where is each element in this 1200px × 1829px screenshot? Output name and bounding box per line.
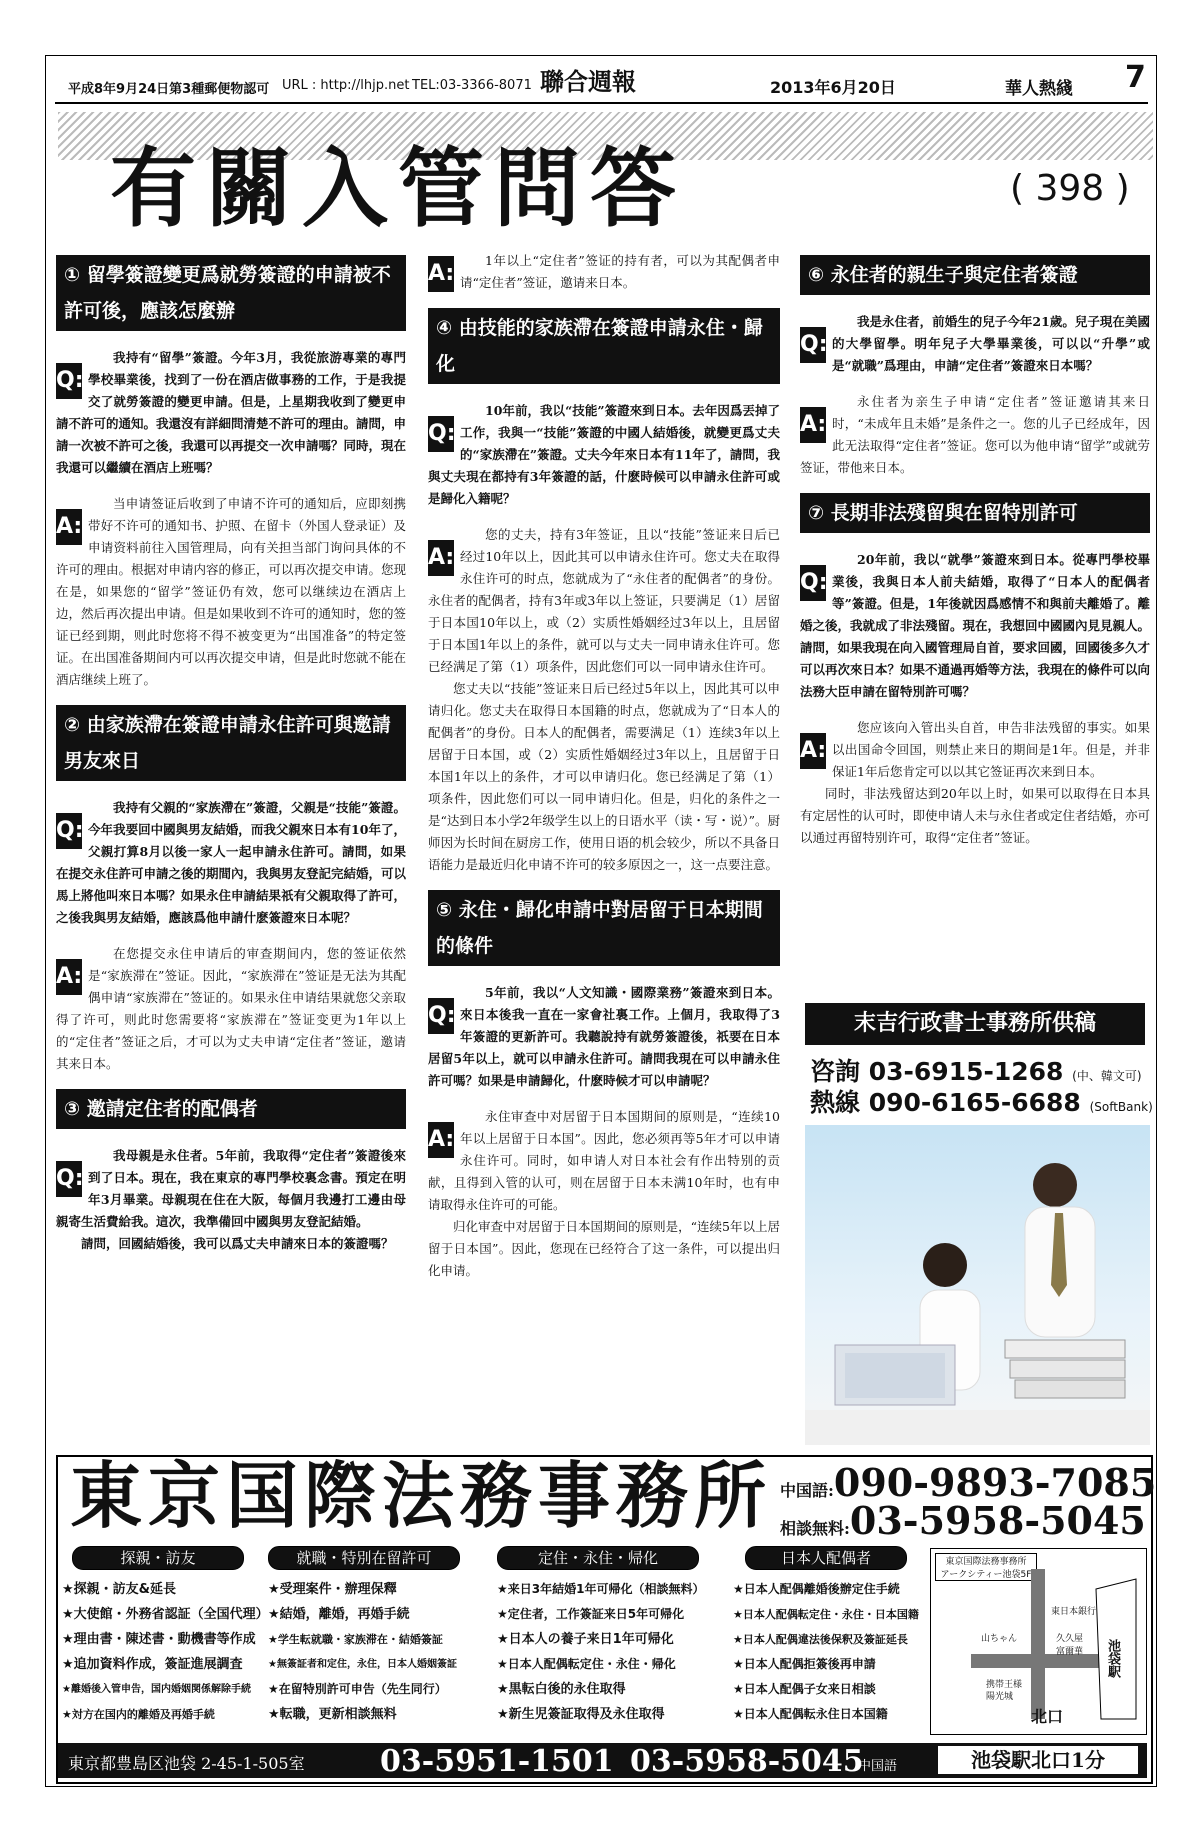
ad-foot-cn: 中国語 xyxy=(858,1759,898,1774)
office-photo xyxy=(805,1125,1150,1445)
list-item: ★日本人の養子来日1年可帰化 xyxy=(497,1632,674,1647)
map-label: 北口 xyxy=(1031,1707,1064,1726)
ad-foot-phone-2: 03-5958-5045 xyxy=(630,1744,864,1779)
list-item: ★日本人配偶転定住・永住・帰化 xyxy=(497,1657,676,1671)
issue-number: ( 398 ) xyxy=(1010,168,1130,209)
list-item: ★定住者，工作簽証来日5年可帰化 xyxy=(497,1607,685,1621)
a-mark-icon: A: xyxy=(800,733,826,769)
list-item: ★大使館・外務省認証（全国代理） xyxy=(62,1607,269,1622)
a-mark-icon: A: xyxy=(800,407,826,443)
column-3 xyxy=(800,255,1150,863)
list-item: ★日本人配偶子女来日相談 xyxy=(733,1682,876,1696)
list-item: ★受理案件・辦理保釋 xyxy=(268,1582,397,1597)
question-6: Q: 我是永住者，前婚生的兒子今年21歲。兒子現在美國的大學留學。明年兒子大學畢業後，可以以“升學”或是“就職”爲理由，申請“定住者”簽證來日本嗎？ xyxy=(800,314,1150,373)
section-name: 華人熱綫 xyxy=(1005,79,1073,99)
q-mark-icon: Q: xyxy=(56,363,82,399)
map-label: 山ちゃん xyxy=(981,1634,1018,1644)
list-item: ★黒転白後的永住取得 xyxy=(497,1682,626,1697)
question-7: Q: 20年前，我以“就學”簽證來到日本。從專門學校畢業後，我與日本人前夫結婚，取得了“日本人的配偶者等”簽證。但是，1年後就因爲感情不和與前夫離婚了。離婚之後，我就成了非法殘留。現在，我想回中國國內見見親人。請問，如果我現在向入國管理局自首，要求回國，回國後多久才可以再次來日本？如果不通過再婚等方法，我現在的條件可以向法務大臣申請在留特別許可嗎？ xyxy=(800,552,1151,699)
q-mark-icon: Q: xyxy=(800,565,826,601)
location-map xyxy=(930,1548,1147,1735)
ad-footer xyxy=(58,1743,1147,1778)
section-2-head: ② 由家族滯在簽證申請永住許可與邀請男友來日 xyxy=(56,705,406,781)
issue-date: 2013年6月20日 xyxy=(770,78,896,97)
hotline-phone: 熱線 090-6165-6688 (SoftBank) xyxy=(810,1088,1153,1117)
list-item: ★学生転就職・家族滞在・結婚簽証 xyxy=(268,1633,443,1646)
map-label: 東日本銀行 xyxy=(1051,1607,1097,1617)
map-label: 久久屋 xyxy=(1056,1634,1084,1644)
office-name: 末吉行政書士事務所供稿 xyxy=(805,1003,1145,1045)
answer-7: A: 您应该向入管出头自首，申告非法残留的事实。如果以出国命令回国，则禁止来日的期间是1年。但是，并非保证1年后您肯定可以以其它签证再次来到日本。 同时，非法残留达到20年以上时，如果可以取得在日本具有定居性的认可时，即使申请人未与永住者或定住者结婚，亦可以通过再留特别许可，取得“定住者”签证。 xyxy=(800,720,1151,845)
list-item: ★転職，更新相談無料 xyxy=(268,1707,397,1722)
column-2 xyxy=(428,255,780,1296)
answer-4: A: 您的丈夫，持有3年签证，且以“技能”签证来日后已经过10年以上，因此其可以申请永住许可。您丈夫在取得永住许可的时点，您就成为了“永住者的配偶者”的身份。永住者的配偶者，持有3年或3年以上签证，只要满足（1）居留于日本国10年以上，或（2）实质性婚姻经过3年以上，且居留于日本国1年以上的条件，就可以与丈夫一同申请永住许可。您已经满足了第（1）项条件，因此您们可以一同申请永住许可。 您丈夫以“技能”签证来日后已经过5年以上，因此其可以申请归化。您丈夫在取得日本国籍的时点，您就成为了“日本人的配偶者”的身份。日本人的配偶者，需要满足（1）连续3年以上居留于日本国，或（2）实质性婚姻经过3年以上，且居留于日本国1年以上的条件，才可以申请归化。您已经满足了第（1）项条件，因此您们可以一同申请归化。但是，归化的条件之一是“达到日本小学2年级学生以上的日语水平（读・写・说）”。厨师因为长时间在厨房工作，使用日语的机会较少，所以不具备日语能力是最近归化申请不许可的较多原因之一，这一点要注意。 xyxy=(428,527,780,872)
map-label: 携帯王様 xyxy=(986,1680,1023,1690)
q-mark-icon: Q: xyxy=(428,416,454,452)
ad-list-2 xyxy=(268,1577,457,1727)
column-1 xyxy=(56,255,406,1269)
a-mark-icon: A: xyxy=(56,509,82,545)
ad-list-1 xyxy=(62,1577,269,1727)
list-item: ★日本人配偶転永住日本国籍 xyxy=(733,1707,888,1721)
question-5: Q: 5年前，我以“人文知識・國際業務”簽證來到日本。來日本後我一直在一家會社裏工作。上個月，我取得了3年簽證的更新許可。我聽說持有就勞簽證後，祇要在日本居留5年以上，就可以申請永住許可。請問我現在可以申請永住許可嗎？如果是申請歸化，什麽時候才可以申請呢？ xyxy=(428,985,780,1088)
ad-station: 池袋駅北口1分 xyxy=(938,1746,1138,1774)
permit-text: 平成8年9月24日第3種郵便物認可 xyxy=(68,82,270,97)
q-mark-icon: Q: xyxy=(56,1161,82,1197)
question-1: Q: 我持有“留學”簽證。今年3月，我從旅游專業的專門學校畢業後，找到了一份在酒店做事務的工作，于是我提交了就勞簽證的變更申請。但是，上星期我收到了變更申請不許可的通知。我還沒有詳細問清楚不許可的理由。請問，申請一次被不許可之後，我還可以再提交一次申請嗎？同時，現在我還可以繼續在酒店上班嗎？ xyxy=(56,350,407,475)
a-mark-icon: A: xyxy=(56,959,82,995)
list-item: ★日本人配偶違法後保釈及簽証延長 xyxy=(733,1633,908,1646)
consult-phone: 咨詢 03-6915-1268 (中、韓文可) xyxy=(810,1057,1142,1086)
list-item: ★探親・訪友&延長 xyxy=(62,1582,176,1597)
section-3-head: ③ 邀請定住者的配偶者 xyxy=(56,1089,406,1129)
map-label: 富爾華 xyxy=(1056,1647,1084,1657)
a-mark-icon: A: xyxy=(428,1122,454,1158)
list-item: ★追加資料作成，簽証進展調査 xyxy=(62,1657,243,1672)
section-5-head: ⑤ 永住・歸化申請中對居留于日本期間的條件 xyxy=(428,890,780,966)
list-item: ★結婚，離婚，再婚手続 xyxy=(268,1607,410,1622)
list-item: ★日本人配偶転定住・永住・日本国籍 xyxy=(733,1608,919,1621)
q-mark-icon: Q: xyxy=(56,813,82,849)
ad-free-phone: 相談無料:03-5958-5045 xyxy=(780,1498,1146,1543)
masthead: 聯合週報 xyxy=(540,68,636,96)
tel-text: TEL:03-3366-8071 xyxy=(412,78,532,93)
section-1-head: ① 留學簽證變更爲就勞簽證的申請被不許可後，應該怎麼辦 xyxy=(56,255,406,331)
q-mark-icon: Q: xyxy=(800,327,826,363)
list-item: ★新生児簽証取得及永住取得 xyxy=(497,1707,665,1722)
question-4: Q: 10年前，我以“技能”簽證來到日本。去年因爲丟掉了工作，我與一“技能”簽證的中國人結婚後，就變更爲丈夫的“家族滯在”簽證。丈夫今年來日本有11年了，請問，我與丈夫現在都持有3年簽證的話，什麽時候可以申請永住許可或是歸化入籍呢？ xyxy=(428,403,780,506)
ad-col-head-4: 日本人配偶者 xyxy=(745,1546,907,1570)
map-label: 陽光城 xyxy=(986,1692,1014,1702)
answer-6: A: 永住者为亲生子申请“定住者”签证邀请其来日时，“未成年且未婚”是条件之一。您的儿子已经成年，因此无法取得“定住者”签证。您可以为他申请“留学”或就劳签证，带他来日本。 xyxy=(800,394,1150,475)
ad-list-3 xyxy=(497,1577,704,1727)
list-item: ★在留特別許可申告（先生同行） xyxy=(268,1682,447,1696)
list-item: ★離婚後入管申告，国内婚姻関係解除手続 xyxy=(62,1684,251,1695)
answer-3: A: 1年以上“定住者”签证的持有者，可以为其配偶者申请“定住者”签证，邀请来日本。 xyxy=(428,253,780,290)
map-label: 池袋駅 xyxy=(1105,1639,1120,1678)
page-title: 有關入管問答 xyxy=(110,138,686,239)
map-office-label: 東京国際法務事務所 アークシティー池袋5F xyxy=(935,1553,1037,1581)
answer-5: A: 永住审查中对居留于日本国期间的原则是，“连续10年以上居留于日本国”。因此，您必须再等5年才可以申请永住许可。同时，如申请人对日本社会有作出特别的贡献，且得到入管的认可，则在居留于日本未满10年时，也有申请取得永住许可的可能。 归化审查中对居留于日本国期间的原则是，“连续5年以上居留于日本国”。因此，您现在已经符合了这一条件，可以提出归化申请。 xyxy=(428,1109,780,1278)
list-item: ★来日3年結婚1年可帰化（相談無料） xyxy=(497,1582,705,1596)
ad-office-name: 東京国際法務事務所 xyxy=(70,1453,773,1538)
list-item: ★対方在国内的離婚及再婚手続 xyxy=(62,1708,215,1721)
list-item: ★理由書・陳述書・動機書等作成 xyxy=(62,1632,256,1647)
ad-foot-phone-1: 03-5951-1501 xyxy=(380,1744,614,1779)
list-item: ★日本人配偶拒簽後再申請 xyxy=(733,1657,876,1671)
a-mark-icon: A: xyxy=(428,256,454,292)
ad-list-4 xyxy=(733,1577,919,1727)
q-mark-icon: Q: xyxy=(428,998,454,1034)
page-number: 7 xyxy=(1125,60,1146,95)
office-workers-illustration xyxy=(805,1125,1150,1445)
answer-1: A: 当申请签证后收到了申请不许可的通知后，应即刻携带好不许可的通知书、护照、在留卡（外国人登录证）及申请资料前往入国管理局，向有关担当部门询问具体的不许可的理由。根据对申请内容的修正，可以再次提交申请。您现在是，如果您的“留学”签证仍有效，您可以继续边在酒店上边，然后再次提出申请。但是如果收到不许可的通知时，您的签证已经到期，则此时您将不得不被变更为“出国准备”的特定签证。在出国准备期间内可以再次提交申请，但是此时您就不能在酒店继续上班了。 xyxy=(56,496,407,687)
ad-cn-phone: 中国語:090-9893-7085 xyxy=(780,1460,1157,1505)
section-7-head: ⑦ 長期非法殘留與在留特別許可 xyxy=(800,493,1150,533)
question-3: Q: 我母親是永住者。5年前，我取得“定住者”簽證後來到了日本。現在，我在東京的專門學校裏念書。預定在明年3月畢業。母親現在住在大阪，每個月我邊打工邊由母親寄生活費給我。這次，我準備回中國與男友登記結婚。 請問，回國結婚後，我可以爲丈夫申請來日本的簽證嗎？ xyxy=(56,1148,406,1251)
a-mark-icon: A: xyxy=(428,540,454,576)
list-item: ★無簽証者和定住，永住，日本人婚姻簽証 xyxy=(268,1659,457,1670)
ad-col-head-2: 就職・特別在留許可 xyxy=(268,1546,460,1570)
list-item: ★日本人配偶離婚後辦定住手続 xyxy=(733,1582,900,1596)
url-text: URL : http://lhjp.net xyxy=(282,78,410,93)
ad-col-head-1: 探親・訪友 xyxy=(72,1546,244,1570)
question-2: Q: 我持有父親的“家族滯在”簽證，父親是“技能”簽證。今年我要回中國與男友結婚，而我父親來日本有10年了，父親打算8月以後一家人一起申請永住許可。請問，如果在提交永住許可申請之後的期間內，我與男友登記完結婚，可以馬上將他叫來日本嗎？如果永住申請結果祇有父親取得了許可，之後我與男友結婚，應該爲他申請什麽簽證來日本呢？ xyxy=(56,800,407,925)
ad-address: 東京都豊島区池袋 2-45-1-505室 xyxy=(68,1754,305,1773)
answer-2: A: 在您提交永住申请后的审查期间内，您的签证依然是“家族滞在”签证。因此，“家族滞在”签证是无法为其配偶申请“家族滞在”签证的。如果永住申请结果就您父亲取得了许可，则此时您需要将“家族滞在”签证变更为1年以上的“定住者”签证之后，才可以为丈夫申请“定住者”签证，邀请其来日本。 xyxy=(56,946,406,1071)
section-4-head: ④ 由技能的家族滯在簽證申請永住・歸化 xyxy=(428,308,780,384)
section-6-head: ⑥ 永住者的親生子與定住者簽證 xyxy=(800,255,1150,295)
ad-col-head-3: 定住・永住・帰化 xyxy=(497,1546,699,1570)
